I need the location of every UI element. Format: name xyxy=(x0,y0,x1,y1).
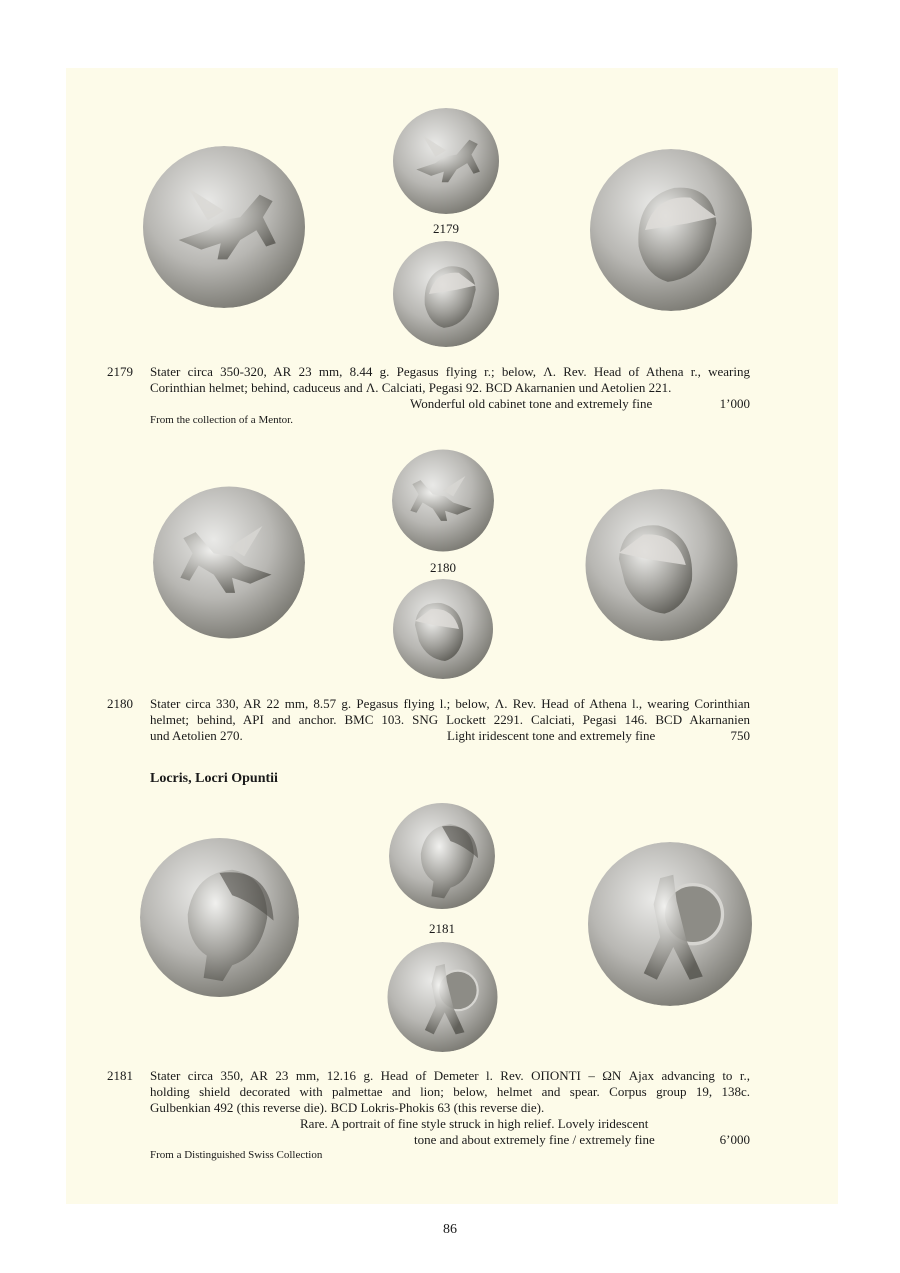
coin-2180-obverse-large xyxy=(153,486,305,639)
coin-2181-reverse-large xyxy=(584,842,756,1006)
page-number: 86 xyxy=(443,1222,457,1237)
coin-2179-reverse-small xyxy=(391,241,501,347)
section-heading: Locris, Locri Opuntii xyxy=(150,771,278,786)
coin-2179-reverse-large xyxy=(587,149,755,311)
lot-2181-description-line2: holding shield decorated with palmettae and lion; below, helmet and spear. Corpus group 19, 138c. xyxy=(150,1084,750,1099)
lot-2181-grade-line1: Rare. A portrait of fine style struck in high relief. Lovely iridescent xyxy=(300,1116,649,1131)
lot-2179-description-line1: Stater circa 350-320, AR 23 mm, 8.44 g. Pegasus flying r.; below, Λ. Rev. Head of Athena r., wearing xyxy=(150,364,750,379)
lot-2180-description-line1: Stater circa 330, AR 22 mm, 8.57 g. Pegasus flying l.; below, Λ. Rev. Head of Athena l., wearing Corinthian xyxy=(150,696,750,711)
lot-2181-image-label: 2181 xyxy=(429,921,455,936)
coin-2181-reverse-small xyxy=(386,942,499,1052)
coin-2181-obverse-small xyxy=(389,797,495,915)
lot-2181-estimate: 6’000 xyxy=(719,1132,750,1147)
lot-2179-provenance: From the collection of a Mentor. xyxy=(150,414,293,426)
lot-2181-provenance: From a Distinguished Swiss Collection xyxy=(150,1149,323,1161)
lot-2180-estimate: 750 xyxy=(730,728,750,743)
coin-2181-obverse-large xyxy=(140,835,299,1000)
lot-2181-description-line3: Gulbenkian 492 (this reverse die). BCD Lokris-Phokis 63 (this reverse die). xyxy=(150,1100,545,1115)
lot-2180-description-line2: helmet; behind, API and anchor. BMC 103. SNG Lockett 2291. Calciati, Pegasi 146. BCD Akarnanien xyxy=(150,712,750,727)
coin-2180-obverse-small xyxy=(392,449,494,552)
coin-2180-reverse-small xyxy=(391,579,495,679)
lot-2179-number: 2179 xyxy=(107,364,133,379)
coin-2180-reverse-large xyxy=(583,489,740,641)
lot-2179-grade: Wonderful old cabinet tone and extremely fine xyxy=(410,396,653,411)
lot-2181-grade-line2: tone and about extremely fine / extremely fine xyxy=(414,1132,655,1147)
lot-2179-description-line2: Corinthian helmet; behind, caduceus and Λ. Calciati, Pegasi 92. BCD Akarnanien und Aetolien 221. xyxy=(150,380,672,395)
lot-2180-description-line3: und Aetolien 270. xyxy=(150,728,243,743)
lot-2179-estimate: 1’000 xyxy=(719,396,750,411)
coin-2179-obverse-small xyxy=(391,108,501,214)
lot-2180-image-label: 2180 xyxy=(430,560,456,575)
lot-2180-number: 2180 xyxy=(107,696,133,711)
lot-2179-image-label: 2179 xyxy=(433,221,459,236)
lot-2180-grade: Light iridescent tone and extremely fine xyxy=(447,728,656,743)
lot-2181-number: 2181 xyxy=(107,1068,133,1083)
coin-2179-obverse-large xyxy=(140,146,308,308)
lot-2181-description-line1: Stater circa 350, AR 23 mm, 12.16 g. Head of Demeter l. Rev. ΟΠΟΝΤΙ – ΩΝ Ajax advancing to r., xyxy=(150,1068,750,1083)
